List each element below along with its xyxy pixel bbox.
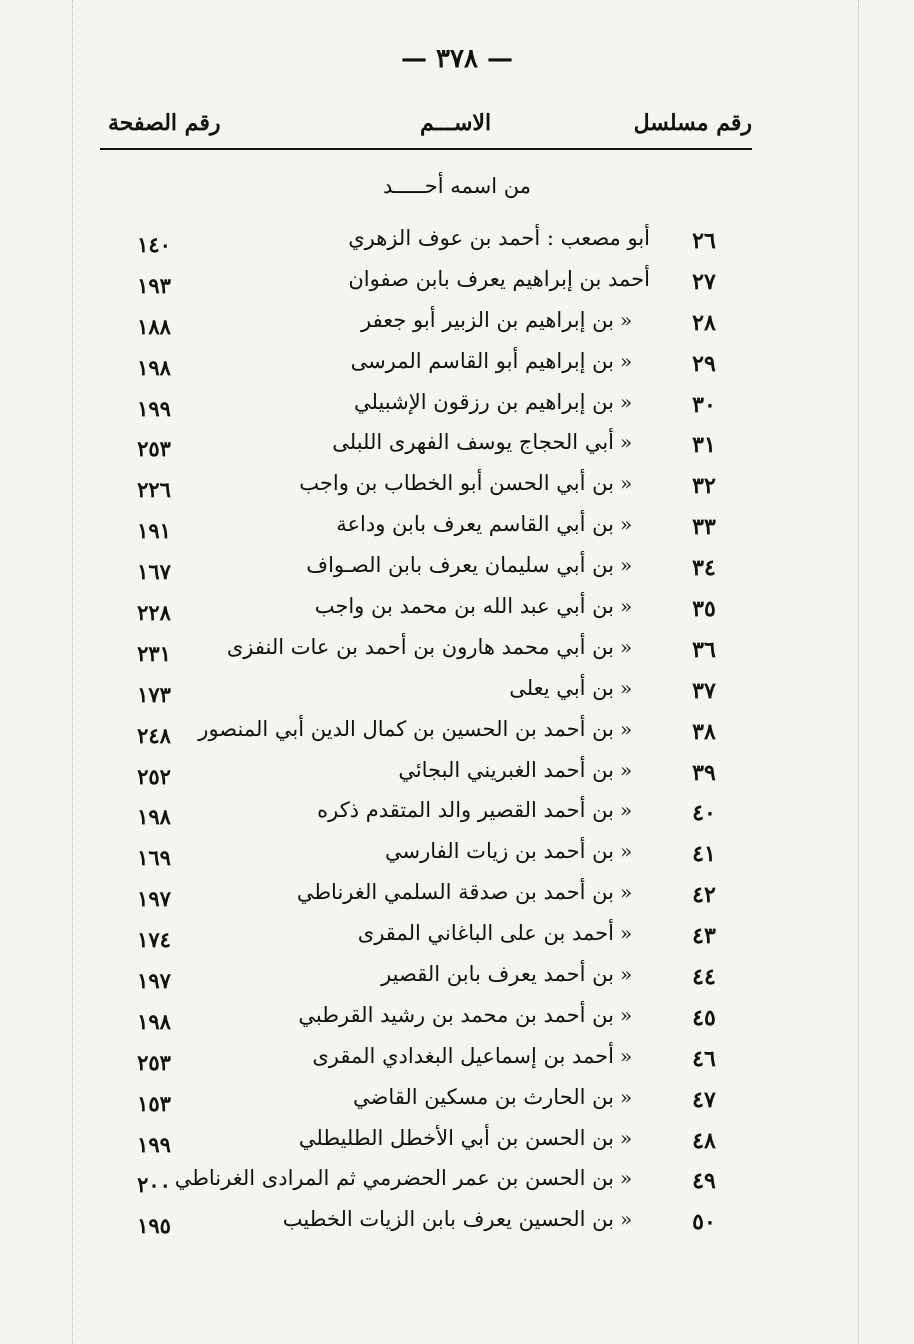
entry-serial: ٣٩	[692, 759, 716, 786]
table-row	[0, 1122, 914, 1163]
ditto-mark: »	[620, 1125, 633, 1150]
entry-serial: ٣٢	[692, 473, 716, 500]
table-row	[0, 713, 914, 754]
table-row	[0, 590, 914, 631]
ditto-mark: »	[620, 716, 633, 741]
entry-serial: ٣٧	[692, 677, 716, 704]
entry-serial: ٢٧	[692, 268, 716, 295]
ditto-mark: »	[620, 839, 633, 864]
header-page: رقم الصفحة	[108, 110, 221, 136]
table-row	[0, 958, 914, 999]
entry-page: ٢٢٦	[137, 477, 171, 503]
ditto-mark: »	[620, 962, 633, 987]
ditto-mark: »	[620, 798, 633, 823]
entry-serial: ٤٩	[692, 1168, 716, 1195]
entry-serial: ٤٤	[692, 964, 716, 991]
table-row	[0, 426, 914, 467]
entry-page: ١٧٣	[137, 681, 171, 707]
ditto-mark: »	[620, 594, 633, 619]
entry-name: بن إبراهيم بن الزبير أبو جعفر	[361, 307, 614, 332]
entry-name: بن أحمد بن الحسين بن كمال الدين أبي المنصور	[198, 716, 614, 741]
entry-page: ١٩٧	[137, 968, 171, 994]
entry-serial: ٤٧	[692, 1086, 716, 1113]
ditto-mark: »	[620, 1002, 633, 1027]
entry-name: بن أحمد القصير والد المتقدم ذكره	[317, 798, 614, 823]
entry-name: بن أحمد الغبريني البجائي	[398, 757, 614, 782]
entry-name: بن أبي الحسن أبو الخطاب بن واجب	[299, 471, 614, 496]
table-row	[0, 672, 914, 713]
table-row	[0, 345, 914, 386]
entry-name: بن أبي القاسم يعرف بابن وداعة	[336, 512, 614, 537]
ditto-mark: »	[620, 471, 633, 496]
header-name: الاســـم	[420, 110, 492, 136]
entry-page: ١٩٣	[137, 272, 171, 298]
entry-serial: ٢٩	[692, 350, 716, 377]
entry-name: بن أبي محمد هارون بن أحمد بن عات النفزى	[226, 634, 614, 659]
entry-serial: ٣٥	[692, 596, 716, 623]
ditto-mark: »	[620, 1043, 633, 1068]
entry-name: بن أحمد بن زيات الفارسي	[385, 839, 614, 864]
table-row	[0, 1081, 914, 1122]
entry-page: ٢٥٢	[137, 763, 171, 789]
table-row	[0, 1162, 914, 1203]
ditto-mark: »	[620, 348, 633, 373]
table-row	[0, 794, 914, 835]
entry-page: ١٩٩	[137, 395, 171, 421]
entry-name: أحمد بن إسماعيل البغدادي المقرى	[312, 1043, 614, 1068]
entry-page: ١٥٣	[137, 1090, 171, 1116]
entry-name: بن أبي سليمان يعرف بابن الصـواف	[306, 553, 614, 578]
entry-name: بن إبراهيم بن رزقون الإشبيلي	[354, 389, 614, 414]
page-number: — ٣٧٨ —	[400, 44, 514, 74]
entry-serial: ٤٣	[692, 923, 716, 950]
table-row	[0, 999, 914, 1040]
ditto-mark: »	[620, 389, 633, 414]
entry-serial: ٤٨	[692, 1127, 716, 1154]
ditto-mark: »	[620, 1166, 633, 1191]
entry-page: ٢٤٨	[137, 722, 171, 748]
entry-name: بن أبي عبد الله بن محمد بن واجب	[314, 594, 614, 619]
ditto-mark: »	[620, 634, 633, 659]
header-rule	[100, 148, 752, 150]
table-row	[0, 467, 914, 508]
entry-serial: ٤٢	[692, 882, 716, 909]
entry-name: أحمد بن على الباغاني المقرى	[357, 921, 614, 946]
table-row	[0, 631, 914, 672]
entry-page: ١٩٨	[137, 1008, 171, 1034]
entry-page: ١٩٨	[137, 354, 171, 380]
ditto-mark: »	[620, 1084, 633, 1109]
table-row	[0, 263, 914, 304]
entry-page: ١٤٠	[137, 232, 171, 257]
ditto-mark: »	[620, 430, 633, 455]
ditto-mark: »	[620, 553, 633, 578]
table-row	[0, 835, 914, 876]
table-row	[0, 1203, 914, 1244]
entry-page: ٢٥٣	[137, 436, 171, 462]
table-row	[0, 754, 914, 795]
entry-serial: ٣١	[692, 432, 716, 459]
entry-name: بن أبي يعلى	[509, 675, 614, 700]
ditto-mark: »	[620, 1207, 633, 1232]
entry-name: أحمد بن إبراهيم يعرف بابن صفوان	[348, 266, 650, 291]
section-title: من اسمه أحـــــد	[382, 174, 531, 198]
entry-serial: ٤٦	[692, 1045, 716, 1072]
entry-serial: ٤١	[692, 841, 716, 868]
entry-page: ١٩٩	[137, 1131, 171, 1157]
header-serial: رقم مسلسل	[633, 110, 752, 136]
table-row	[0, 876, 914, 917]
table-row	[0, 386, 914, 427]
entry-serial: ٣٠	[692, 391, 716, 418]
entry-page: ١٨٨	[137, 313, 171, 339]
table-row	[0, 304, 914, 345]
table-row	[0, 508, 914, 549]
entry-page: ١٩٨	[137, 804, 171, 830]
entry-page: ١٦٧	[137, 559, 171, 585]
entry-serial: ٥٠	[692, 1209, 716, 1236]
entry-serial: ٣٤	[692, 555, 716, 582]
entry-name: بن الحسن بن عمر الحضرمي ثم المرادى الغرناطي	[174, 1166, 614, 1191]
entry-serial: ٣٦	[692, 636, 716, 663]
entry-page: ١٩٥	[137, 1213, 171, 1239]
table-row	[0, 1040, 914, 1081]
entry-page: ١٩٧	[137, 886, 171, 912]
entries-list	[0, 222, 914, 1244]
entry-page: ١٩١	[137, 518, 171, 544]
entry-serial: ٣٣	[692, 514, 716, 541]
entry-name: بن أحمد يعرف بابن القصير	[381, 962, 614, 987]
entry-page: ١٧٤	[137, 927, 171, 953]
entry-name: أبي الحجاج يوسف الفهرى اللبلى	[332, 430, 614, 455]
entry-page: ٢٢٨	[137, 600, 171, 626]
entry-name: بن الحارث بن مسكين القاضي	[353, 1084, 614, 1109]
entry-name: بن الحسين يعرف بابن الزيات الخطيب	[282, 1207, 614, 1232]
ditto-mark: »	[620, 512, 633, 537]
entry-name: بن الحسن بن أبي الأخطل الطليطلي	[298, 1125, 614, 1150]
entry-serial: ٤٥	[692, 1004, 716, 1031]
ditto-mark: »	[620, 880, 633, 905]
table-row	[0, 917, 914, 958]
entry-serial: ٣٨	[692, 718, 716, 745]
entry-name: بن إبراهيم أبو القاسم المرسى	[350, 348, 614, 373]
ditto-mark: »	[620, 921, 633, 946]
entry-serial: ٤٠	[692, 800, 716, 827]
ditto-mark: »	[620, 307, 633, 332]
entry-page: ٢٠٠	[137, 1172, 171, 1198]
ditto-mark: »	[620, 757, 633, 782]
table-row	[0, 222, 914, 263]
entry-page: ٢٣١	[137, 640, 171, 666]
entry-serial: ٢٨	[692, 309, 716, 336]
table-row	[0, 549, 914, 590]
entry-name: بن أحمد بن صدقة السلمي الغرناطي	[296, 880, 614, 905]
ditto-mark: »	[620, 675, 633, 700]
entry-page: ١٦٩	[137, 845, 171, 871]
entry-page: ٢٥٣	[137, 1049, 171, 1075]
entry-name: بن أحمد بن محمد بن رشيد القرطبي	[298, 1002, 614, 1027]
entry-name: أبو مصعب : أحمد بن عوف الزهري	[348, 226, 650, 250]
entry-serial: ٢٦	[692, 228, 716, 254]
